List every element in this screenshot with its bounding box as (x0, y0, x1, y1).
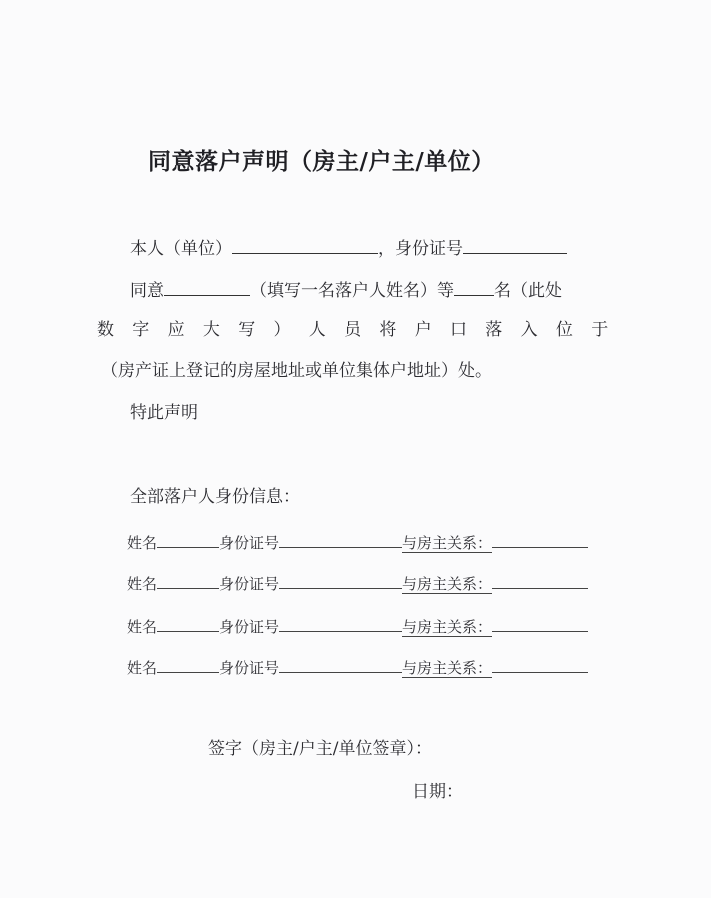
relation-blank[interactable] (492, 618, 588, 632)
relation-blank[interactable] (492, 575, 588, 589)
settler-row (127, 575, 588, 592)
id-label: 身份证号 (219, 575, 280, 593)
agree-label: 同意 (130, 281, 164, 301)
name-blank[interactable] (157, 618, 219, 632)
date-label: 日期： (412, 782, 463, 802)
name-label: 姓名 (127, 575, 158, 593)
separator: ， (378, 239, 395, 259)
declaration-text: 特此声明 (130, 403, 198, 423)
name-label: 姓名 (127, 618, 158, 636)
name-label: 姓名 (127, 534, 158, 552)
address-line: （房产证上登记的房屋地址或单位集体户地址）处。 (101, 361, 492, 381)
name-label: 姓名 (127, 659, 158, 677)
relation-label: 与房主关系： (402, 659, 493, 677)
signature-label: 签字（房主/户主/单位签章）： (208, 739, 432, 759)
id-blank[interactable] (279, 618, 402, 632)
declarant-id-label: 身份证号 (395, 239, 463, 259)
name-blank[interactable] (157, 534, 219, 548)
name-blank[interactable] (157, 575, 219, 589)
relation-label: 与房主关系： (402, 534, 493, 552)
settler-name-blank[interactable] (164, 280, 250, 296)
count-unit: 名（此处 (494, 281, 562, 301)
id-label: 身份证号 (219, 534, 280, 552)
settler-row (127, 618, 588, 635)
relation-label: 与房主关系： (402, 618, 493, 636)
id-blank[interactable] (279, 534, 402, 548)
declarant-line (130, 238, 567, 258)
settler-row (127, 659, 588, 676)
relation-blank[interactable] (492, 659, 588, 673)
id-label: 身份证号 (219, 618, 280, 636)
count-blank[interactable] (454, 280, 494, 296)
settler-hint: （填写一名落户人姓名）等 (250, 281, 454, 301)
id-label: 身份证号 (219, 659, 280, 677)
declarant-id-blank[interactable] (463, 238, 567, 254)
transfer-line: 数字应大写）人员将户口落入位于 (97, 320, 627, 340)
declarant-label: 本人（单位） (130, 239, 232, 259)
document-title: 同意落户声明（房主/户主/单位） (148, 148, 495, 175)
declarant-name-blank[interactable] (232, 238, 378, 254)
relation-blank[interactable] (492, 534, 588, 548)
relation-label: 与房主关系： (402, 575, 493, 593)
name-blank[interactable] (157, 659, 219, 673)
info-heading: 全部落户人身份信息： (130, 487, 300, 507)
consent-line (130, 280, 562, 300)
settler-row (127, 534, 588, 551)
id-blank[interactable] (279, 575, 402, 589)
id-blank[interactable] (279, 659, 402, 673)
